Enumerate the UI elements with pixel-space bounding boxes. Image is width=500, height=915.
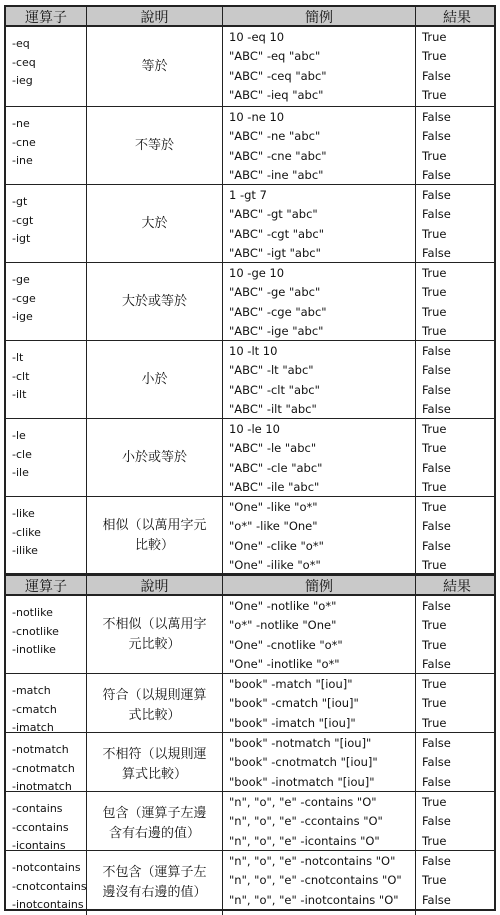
- table-row: [4, 419, 496, 497]
- example-text: "ABC" -eq "abc": [229, 49, 321, 64]
- example-text: "ABC" -cle "abc": [229, 460, 323, 475]
- example-text: "ABC" -igt "abc": [229, 245, 321, 260]
- description-cell: 等於: [87, 27, 223, 106]
- operator-text: -ine: [12, 154, 33, 167]
- result-text: False: [422, 68, 451, 83]
- table-body-bottom: [4, 596, 496, 911]
- table-row: [4, 263, 496, 341]
- operator-text: -cgt: [12, 213, 34, 227]
- result-text: True: [422, 226, 447, 241]
- operator-text: -eq: [12, 37, 30, 50]
- example-text: "ABC" -ne "abc": [229, 129, 321, 144]
- table-body-top: [4, 27, 496, 574]
- example-text: "ABC" -ge "abc": [229, 285, 321, 300]
- example-text: "ABC" -ceq "abc": [229, 68, 327, 83]
- example-text: "o*" -like "One": [229, 519, 318, 534]
- operator-text: -imatch: [12, 721, 54, 734]
- result-text: True: [422, 715, 447, 730]
- header-operator: 運算子: [6, 7, 87, 27]
- result-cell: [416, 27, 498, 106]
- result-text: False: [422, 519, 451, 534]
- result-text: True: [422, 833, 447, 848]
- result-text: True: [422, 323, 447, 338]
- operator-text: -lt: [12, 351, 24, 364]
- operator-table: [4, 5, 496, 911]
- operator-text: -notmatch: [12, 743, 69, 756]
- result-text: False: [422, 188, 451, 202]
- result-cell: [416, 674, 498, 738]
- description-cell: 符合（以規則運算式比較）: [87, 674, 223, 738]
- operator-text: -like: [12, 507, 35, 520]
- operator-text: -cmatch: [12, 702, 57, 716]
- result-text: False: [422, 382, 451, 397]
- result-text: True: [422, 696, 447, 711]
- example-text: "n", "o", "e" -ccontains "O": [229, 814, 383, 829]
- example-text: "ABC" -le "abc": [229, 441, 317, 456]
- example-text: "ABC" -ine "abc": [229, 167, 324, 182]
- example-text: "One" -ilike "o*": [229, 557, 321, 572]
- example-text: "One" -clike "o*": [229, 538, 324, 553]
- table-row: [4, 497, 496, 574]
- operator-text: -inotcontains: [12, 898, 84, 911]
- example-text: "ABC" -cgt "abc": [229, 226, 325, 241]
- result-text: True: [422, 266, 447, 280]
- operator-cell: [6, 497, 87, 575]
- operator-cell: [6, 185, 87, 263]
- example-cell: [223, 674, 416, 738]
- operator-text: -igt: [12, 232, 31, 245]
- example-text: "ABC" -lt "abc": [229, 363, 314, 378]
- example-cell: [223, 107, 416, 185]
- result-text: False: [422, 245, 451, 260]
- example-cell: [223, 497, 416, 575]
- result-text: True: [422, 618, 447, 633]
- example-text: "o*" -notlike "One": [229, 618, 337, 633]
- description-cell: 包含（運算子左邊含有右邊的值）: [87, 792, 223, 856]
- result-cell: [416, 341, 498, 419]
- example-text: 10 -ne 10: [229, 110, 285, 124]
- result-text: False: [422, 401, 451, 416]
- result-cell: [416, 733, 498, 797]
- example-text: "ABC" -cne "abc": [229, 148, 327, 163]
- example-text: "n", "o", "e" -inotcontains "O": [229, 892, 399, 907]
- result-text: False: [422, 755, 451, 770]
- example-text: "n", "o", "e" -notcontains "O": [229, 854, 396, 868]
- description-cell: 大於: [87, 185, 223, 263]
- example-text: 10 -lt 10: [229, 344, 278, 358]
- example-text: "One" -inotlike "o*": [229, 656, 340, 671]
- result-text: True: [422, 422, 447, 436]
- header-description: 說明: [87, 576, 223, 596]
- operator-text: -icontains: [12, 839, 66, 852]
- operator-text: -ccontains: [12, 820, 69, 834]
- result-text: False: [422, 110, 451, 124]
- example-text: "ABC" -ige "abc": [229, 323, 324, 338]
- example-text: "ABC" -ile "abc": [229, 479, 320, 494]
- operator-cell: [6, 341, 87, 419]
- result-text: True: [422, 49, 447, 64]
- operator-text: -cne: [12, 135, 36, 149]
- operator-text: -cnotmatch: [12, 761, 75, 775]
- result-text: True: [422, 637, 447, 652]
- example-text: "One" -like "o*": [229, 500, 318, 514]
- example-cell: [223, 185, 416, 263]
- example-text: "book" -inotmatch "[iou]": [229, 774, 375, 789]
- result-text: True: [422, 441, 447, 456]
- example-text: "book" -match "[iou]": [229, 677, 353, 691]
- result-text: False: [422, 854, 451, 868]
- table-row: [4, 107, 496, 185]
- result-text: False: [422, 538, 451, 553]
- operator-cell: [6, 851, 87, 915]
- result-text: False: [422, 207, 451, 222]
- result-cell: [416, 596, 498, 674]
- operator-text: -ilike: [12, 544, 38, 557]
- operator-cell: [6, 107, 87, 185]
- result-text: True: [422, 873, 447, 888]
- table-row: [4, 185, 496, 263]
- example-cell: [223, 263, 416, 341]
- table-row: [4, 733, 496, 792]
- example-text: 1 -gt 7: [229, 188, 267, 202]
- description-cell: 小於: [87, 341, 223, 419]
- table-row: [4, 341, 496, 419]
- result-text: False: [422, 129, 451, 144]
- operator-text: -cnotcontains: [12, 879, 87, 893]
- result-cell: [416, 851, 498, 915]
- example-cell: [223, 596, 416, 674]
- operator-cell: [6, 733, 87, 797]
- description-cell: 相似（以萬用字元比較）: [87, 497, 223, 575]
- operator-text: -cge: [12, 291, 36, 305]
- operator-cell: [6, 263, 87, 341]
- operator-cell: [6, 674, 87, 738]
- result-text: True: [422, 557, 447, 572]
- example-text: 10 -ge 10: [229, 266, 285, 280]
- example-cell: [223, 27, 416, 106]
- operator-cell: [6, 596, 87, 674]
- header-operator: 運算子: [6, 576, 87, 596]
- example-text: "ABC" -cge "abc": [229, 304, 327, 319]
- table-header-repeat: [4, 574, 496, 596]
- operator-text: -clt: [12, 369, 30, 383]
- result-cell: [416, 185, 498, 263]
- table-row: [4, 851, 496, 911]
- table-row: [4, 27, 496, 107]
- example-text: 10 -le 10: [229, 422, 280, 436]
- table-row: [4, 792, 496, 851]
- result-text: True: [422, 148, 447, 163]
- header-example: 簡例: [223, 7, 416, 27]
- result-text: True: [422, 30, 447, 44]
- example-text: "book" -cmatch "[iou]": [229, 696, 359, 711]
- example-text: "n", "o", "e" -icontains "O": [229, 833, 380, 848]
- description-cell: 不相符（以規則運算式比較）: [87, 733, 223, 797]
- operator-text: -cnotlike: [12, 624, 59, 638]
- table-row: [4, 674, 496, 733]
- result-text: False: [422, 736, 451, 750]
- description-cell: 大於或等於: [87, 263, 223, 341]
- result-text: True: [422, 87, 447, 102]
- result-text: False: [422, 774, 451, 789]
- example-text: "One" -notlike "o*": [229, 599, 337, 613]
- operator-text: -notcontains: [12, 861, 81, 874]
- result-text: True: [422, 285, 447, 300]
- operator-text: -inotmatch: [12, 780, 72, 793]
- example-cell: [223, 851, 416, 915]
- operator-text: -ne: [12, 117, 30, 130]
- example-text: "book" -imatch "[iou]": [229, 715, 356, 730]
- result-text: False: [422, 363, 451, 378]
- result-text: False: [422, 460, 451, 475]
- example-text: "One" -cnotlike "o*": [229, 637, 343, 652]
- operator-text: -ceq: [12, 55, 36, 69]
- result-cell: [416, 497, 498, 575]
- example-text: "ABC" -ilt "abc": [229, 401, 317, 416]
- example-text: "book" -cnotmatch "[iou]": [229, 755, 378, 770]
- operator-text: -notlike: [12, 606, 53, 619]
- example-cell: [223, 341, 416, 419]
- operator-text: -ilt: [12, 388, 27, 401]
- result-text: False: [422, 344, 451, 358]
- result-text: True: [422, 795, 447, 809]
- example-text: "n", "o", "e" -contains "O": [229, 795, 377, 809]
- table-row: [4, 596, 496, 674]
- operator-text: -le: [12, 429, 26, 442]
- example-text: "book" -notmatch "[iou]": [229, 736, 372, 750]
- header-example: 簡例: [223, 576, 416, 596]
- operator-cell: [6, 419, 87, 497]
- example-text: "ABC" -ieq "abc": [229, 87, 324, 102]
- operator-text: -contains: [12, 802, 63, 815]
- description-cell: 小於或等於: [87, 419, 223, 497]
- operator-cell: [6, 792, 87, 856]
- result-cell: [416, 263, 498, 341]
- operator-text: -ile: [12, 466, 29, 479]
- result-text: True: [422, 479, 447, 494]
- operator-text: -cle: [12, 447, 32, 461]
- result-text: False: [422, 814, 451, 829]
- result-cell: [416, 792, 498, 856]
- result-text: False: [422, 599, 451, 613]
- result-text: False: [422, 656, 451, 671]
- operator-text: -gt: [12, 195, 28, 208]
- example-text: 10 -eq 10: [229, 30, 285, 44]
- header-result: 結果: [443, 579, 471, 595]
- example-text: "ABC" -clt "abc": [229, 382, 320, 397]
- description-cell: 不相似（以萬用字元比較）: [87, 596, 223, 674]
- operator-text: -ge: [12, 273, 30, 286]
- operator-text: -match: [12, 684, 51, 697]
- result-text: False: [422, 167, 451, 182]
- result-text: True: [422, 304, 447, 319]
- example-cell: [223, 733, 416, 797]
- result-text: True: [422, 500, 447, 514]
- example-cell: [223, 419, 416, 497]
- description-cell: 不包含（運算子左邊沒有右邊的值）: [87, 851, 223, 915]
- description-cell: 不等於: [87, 107, 223, 185]
- result-text: False: [422, 892, 451, 907]
- operator-cell: [6, 27, 87, 106]
- result-cell: [416, 107, 498, 185]
- example-text: "n", "o", "e" -cnotcontains "O": [229, 873, 402, 888]
- example-text: "ABC" -gt "abc": [229, 207, 318, 222]
- table-header: [4, 5, 496, 27]
- result-text: True: [422, 677, 447, 691]
- example-cell: [223, 792, 416, 856]
- header-result: 結果: [443, 10, 471, 26]
- operator-text: -ieg: [12, 74, 33, 87]
- operator-text: -ige: [12, 310, 33, 323]
- operator-text: -clike: [12, 525, 41, 539]
- header-description: 說明: [87, 7, 223, 27]
- result-cell: [416, 419, 498, 497]
- operator-text: -inotlike: [12, 643, 56, 656]
